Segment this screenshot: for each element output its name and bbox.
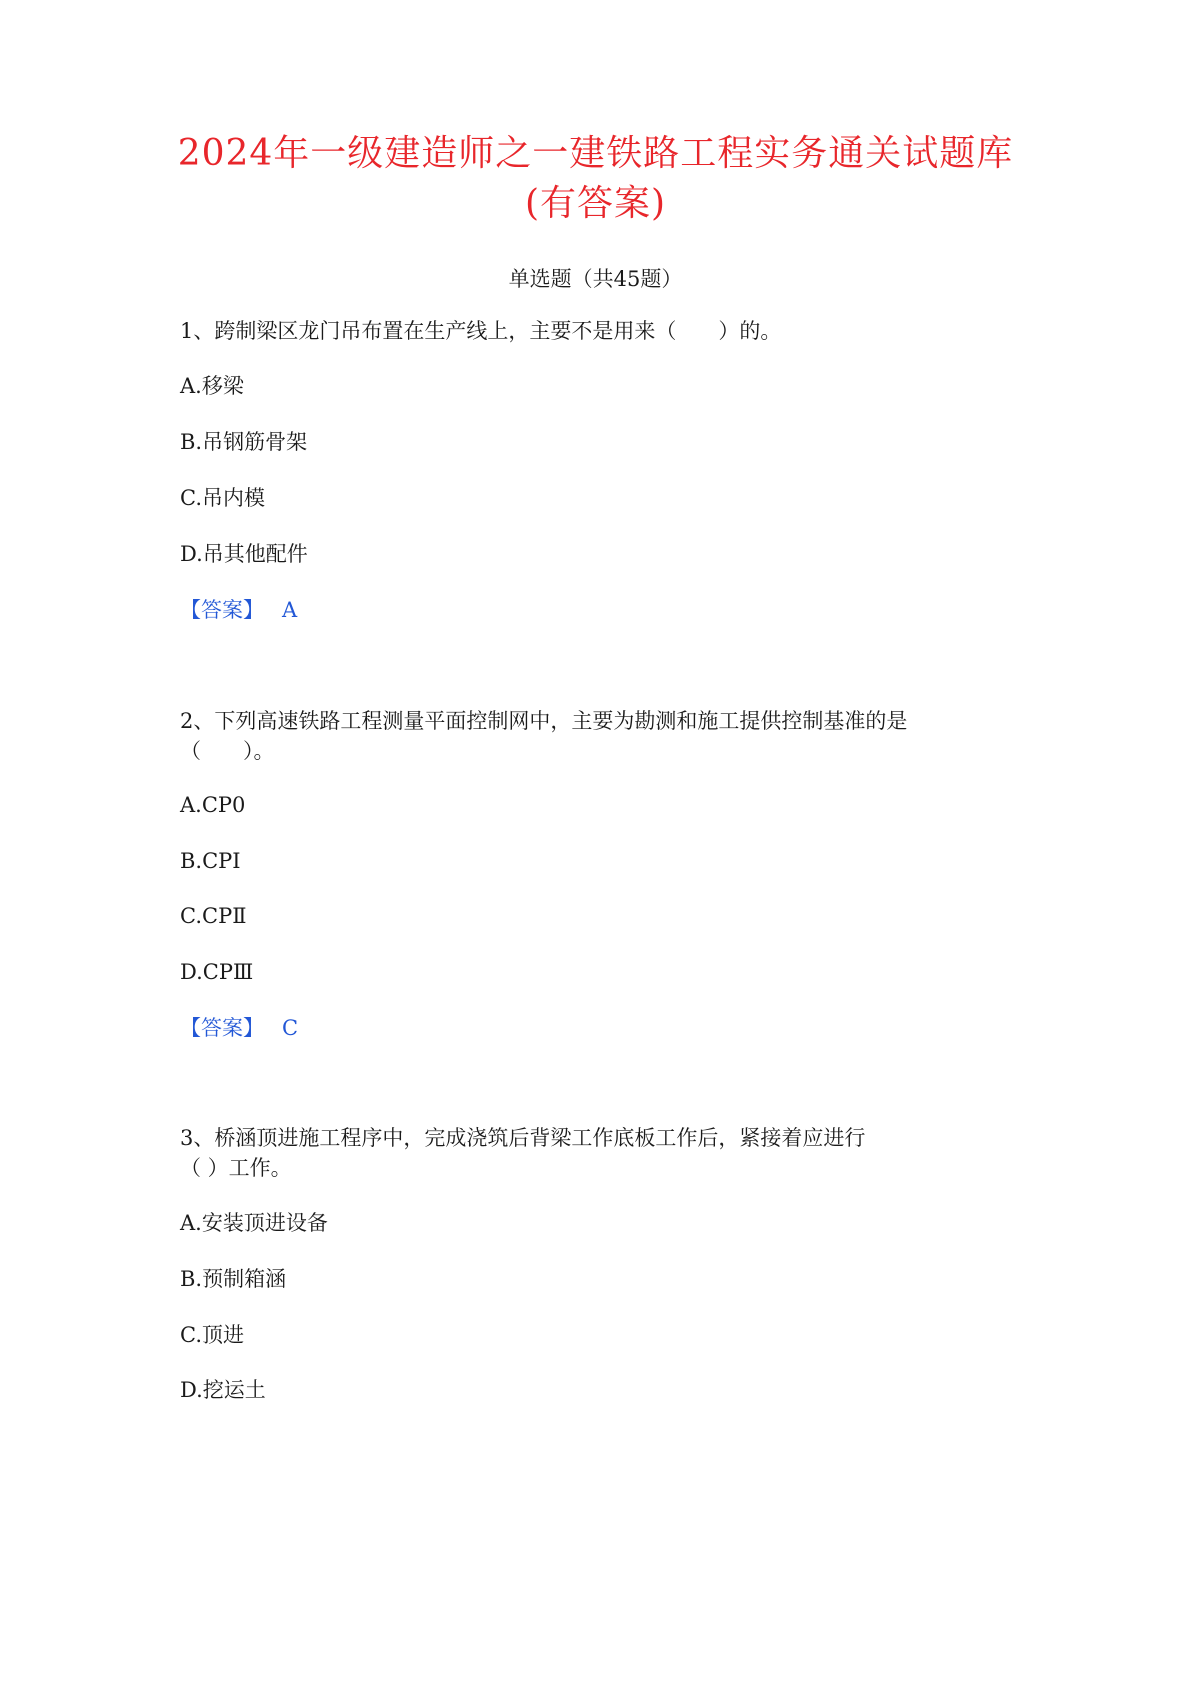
question-3-option-b: B.预制箱涵 [180, 1267, 287, 1291]
question-1-option-b: B.吊钢筋骨架 [180, 430, 308, 454]
question-3-text: 3、桥涵顶进施工程序中，完成浇筑后背梁工作底板工作后，紧接着应进行 [180, 1126, 866, 1150]
document-title-line-1: 2024年一级建造师之一建铁路工程实务通关试题库 [177, 133, 1014, 174]
document-title-line-2: (有答案) [524, 183, 667, 224]
question-2-answer [180, 1013, 298, 1043]
section-heading: 单选题（共45题） [508, 267, 683, 291]
answer-value: C [282, 1016, 299, 1040]
question-2-option-a: A.CP0 [180, 793, 246, 817]
question-3-option-c: C.顶进 [180, 1323, 244, 1347]
answer-label: 【答案】 [180, 598, 264, 622]
question-2-option-d: D.CPⅢ [180, 960, 254, 984]
question-1-text: 1、跨制梁区龙门吊布置在生产线上，主要不是用来（ ）的。 [180, 319, 782, 343]
question-1-option-c: C.吊内模 [180, 486, 265, 510]
question-1-option-d: D.吊其他配件 [180, 542, 308, 566]
question-2-text: 2、下列高速铁路工程测量平面控制网中，主要为勘测和施工提供控制基准的是 [180, 709, 908, 733]
question-2-option-b: B.CPⅠ [180, 849, 241, 873]
question-1-option-a: A.移梁 [180, 374, 244, 398]
question-2-option-c: C.CPⅡ [180, 904, 247, 928]
question-2-text-continued: （ ）。 [180, 739, 275, 763]
question-1-answer [180, 595, 297, 625]
answer-value: A [282, 598, 298, 622]
question-3-text-continued: （ ）工作。 [180, 1156, 292, 1180]
question-3-option-d: D.挖运土 [180, 1378, 266, 1402]
answer-label: 【答案】 [180, 1016, 264, 1040]
question-3-option-a: A.安装顶进设备 [180, 1211, 328, 1235]
